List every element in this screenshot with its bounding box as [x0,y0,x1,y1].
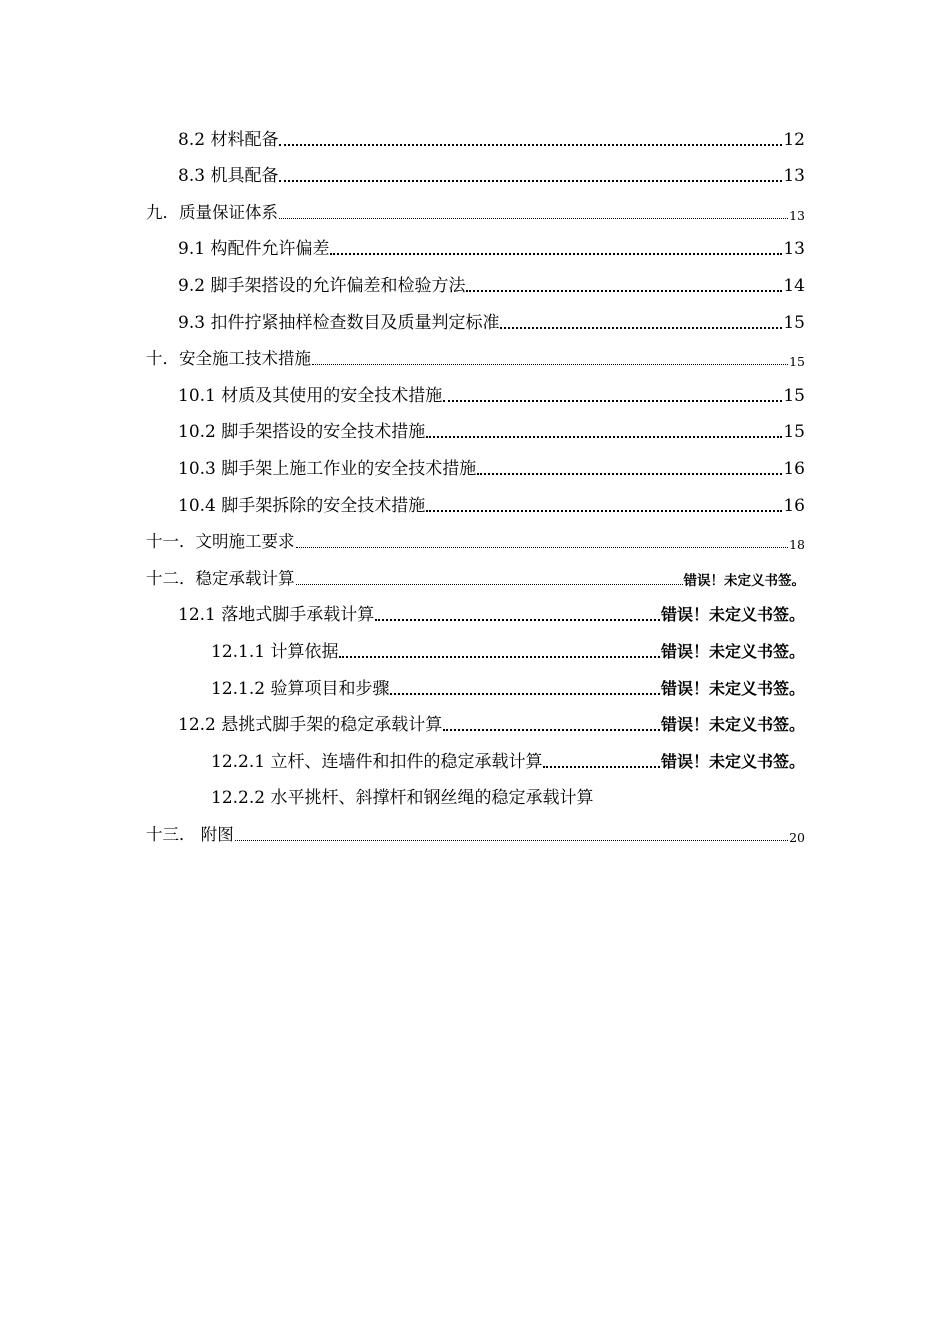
toc-dot-leader [390,693,660,695]
toc-entry[interactable] [0,778,950,815]
toc-entry-title: 十．安全施工技术措施 [146,349,311,369]
toc-entry[interactable] [0,265,950,302]
toc-entry-title: 10.3 脚手架上施工作业的安全技术措施 [178,458,477,479]
toc-bookmark-error: 错误！未定义书签。 [660,641,805,661]
toc-dot-leader [426,510,782,512]
toc-entry-title: 12.2.1 立杆、连墙件和扣件的稳定承载计算 [211,751,543,772]
toc-entry[interactable] [0,814,950,851]
toc-dot-leader [477,473,782,475]
toc-entry-title: 十三． 附图 [146,824,234,844]
toc-entry-title: 8.2 材料配备 [178,129,279,150]
toc-dot-leader [466,290,782,292]
toc-entry[interactable] [0,119,950,156]
toc-entry-title: 12.1.2 验算项目和步骤 [211,678,390,699]
toc-bookmark-error: 错误！未定义书签。 [660,751,805,771]
toc-entry[interactable] [0,339,950,376]
toc-entry[interactable] [0,156,950,193]
toc-entry[interactable] [0,448,950,485]
toc-entry-title: 九．质量保证体系 [146,202,278,222]
toc-entry-title: 十一．文明施工要求 [146,532,295,552]
toc-dot-leader [339,656,660,658]
toc-entry-title: 十二．稳定承载计算 [146,568,295,588]
toc-entry-title: 12.1 落地式脚手承载计算 [178,605,375,626]
toc-dot-leader [543,766,660,768]
toc-page-number: 15 [783,385,805,406]
toc-entry[interactable] [0,595,950,632]
toc-page-number: 13 [783,239,805,260]
toc-dot-leader [375,619,660,621]
toc-entry[interactable] [0,192,950,229]
toc-entry-title: 9.2 脚手架搭设的允许偏差和检验方法 [178,275,466,296]
toc-dot-leader [443,729,660,731]
toc-page-number: 20 [789,829,805,845]
toc-dot-leader [500,327,782,329]
toc-entry[interactable] [0,522,950,559]
toc-dot-leader [296,547,789,548]
toc-dot-leader [426,436,782,438]
toc-page-number: 18 [789,537,805,553]
toc-page-number: 15 [789,354,805,370]
toc-page-number: 14 [783,275,805,296]
toc-dot-leader [279,144,782,146]
toc-entry[interactable] [0,375,950,412]
toc-dot-leader [296,584,683,585]
toc-page-number: 12 [783,129,805,150]
toc-dot-leader [443,400,782,402]
toc-bookmark-error: 错误！未定义书签。 [660,678,805,698]
toc-dot-leader [235,840,788,841]
toc-page-number: 16 [783,458,805,479]
toc-entry-title: 10.2 脚手架搭设的安全技术措施 [178,422,426,443]
toc-page-number: 15 [783,422,805,443]
toc-entry-title: 12.2.2 水平挑杆、斜撑杆和钢丝绳的稳定承载计算 [211,788,594,809]
toc-dot-leader [312,364,788,365]
toc-entry[interactable] [0,668,950,705]
toc-entry[interactable] [0,302,950,339]
toc-entry[interactable] [0,705,950,742]
toc-dot-leader [279,218,788,219]
toc-entry-title: 8.3 机具配备 [178,166,279,187]
toc-entry-title: 10.4 脚手架拆除的安全技术措施 [178,495,426,516]
table-of-contents [0,119,950,851]
toc-page-number: 13 [789,207,805,223]
toc-entry[interactable] [0,558,950,595]
toc-entry[interactable] [0,741,950,778]
toc-page-number: 15 [783,312,805,333]
toc-entry-title: 9.1 构配件允许偏差 [178,239,330,260]
toc-entry-title: 12.1.1 计算依据 [211,641,339,662]
toc-entry-title: 10.1 材质及其使用的安全技术措施 [178,385,443,406]
toc-entry[interactable] [0,631,950,668]
toc-bookmark-error: 错误！未定义书签。 [660,605,805,625]
toc-dot-leader [279,180,782,182]
toc-entry-title: 12.2 悬挑式脚手架的稳定承载计算 [178,715,443,736]
toc-page-number: 13 [783,166,805,187]
toc-entry[interactable] [0,485,950,522]
toc-bookmark-error: 错误！未定义书签。 [683,572,805,589]
toc-entry[interactable] [0,412,950,449]
toc-page-number: 16 [783,495,805,516]
toc-dot-leader [330,253,782,255]
toc-entry[interactable] [0,229,950,266]
toc-bookmark-error: 错误！未定义书签。 [660,715,805,735]
toc-entry-title: 9.3 扣件拧紧抽样检查数目及质量判定标准 [178,312,500,333]
